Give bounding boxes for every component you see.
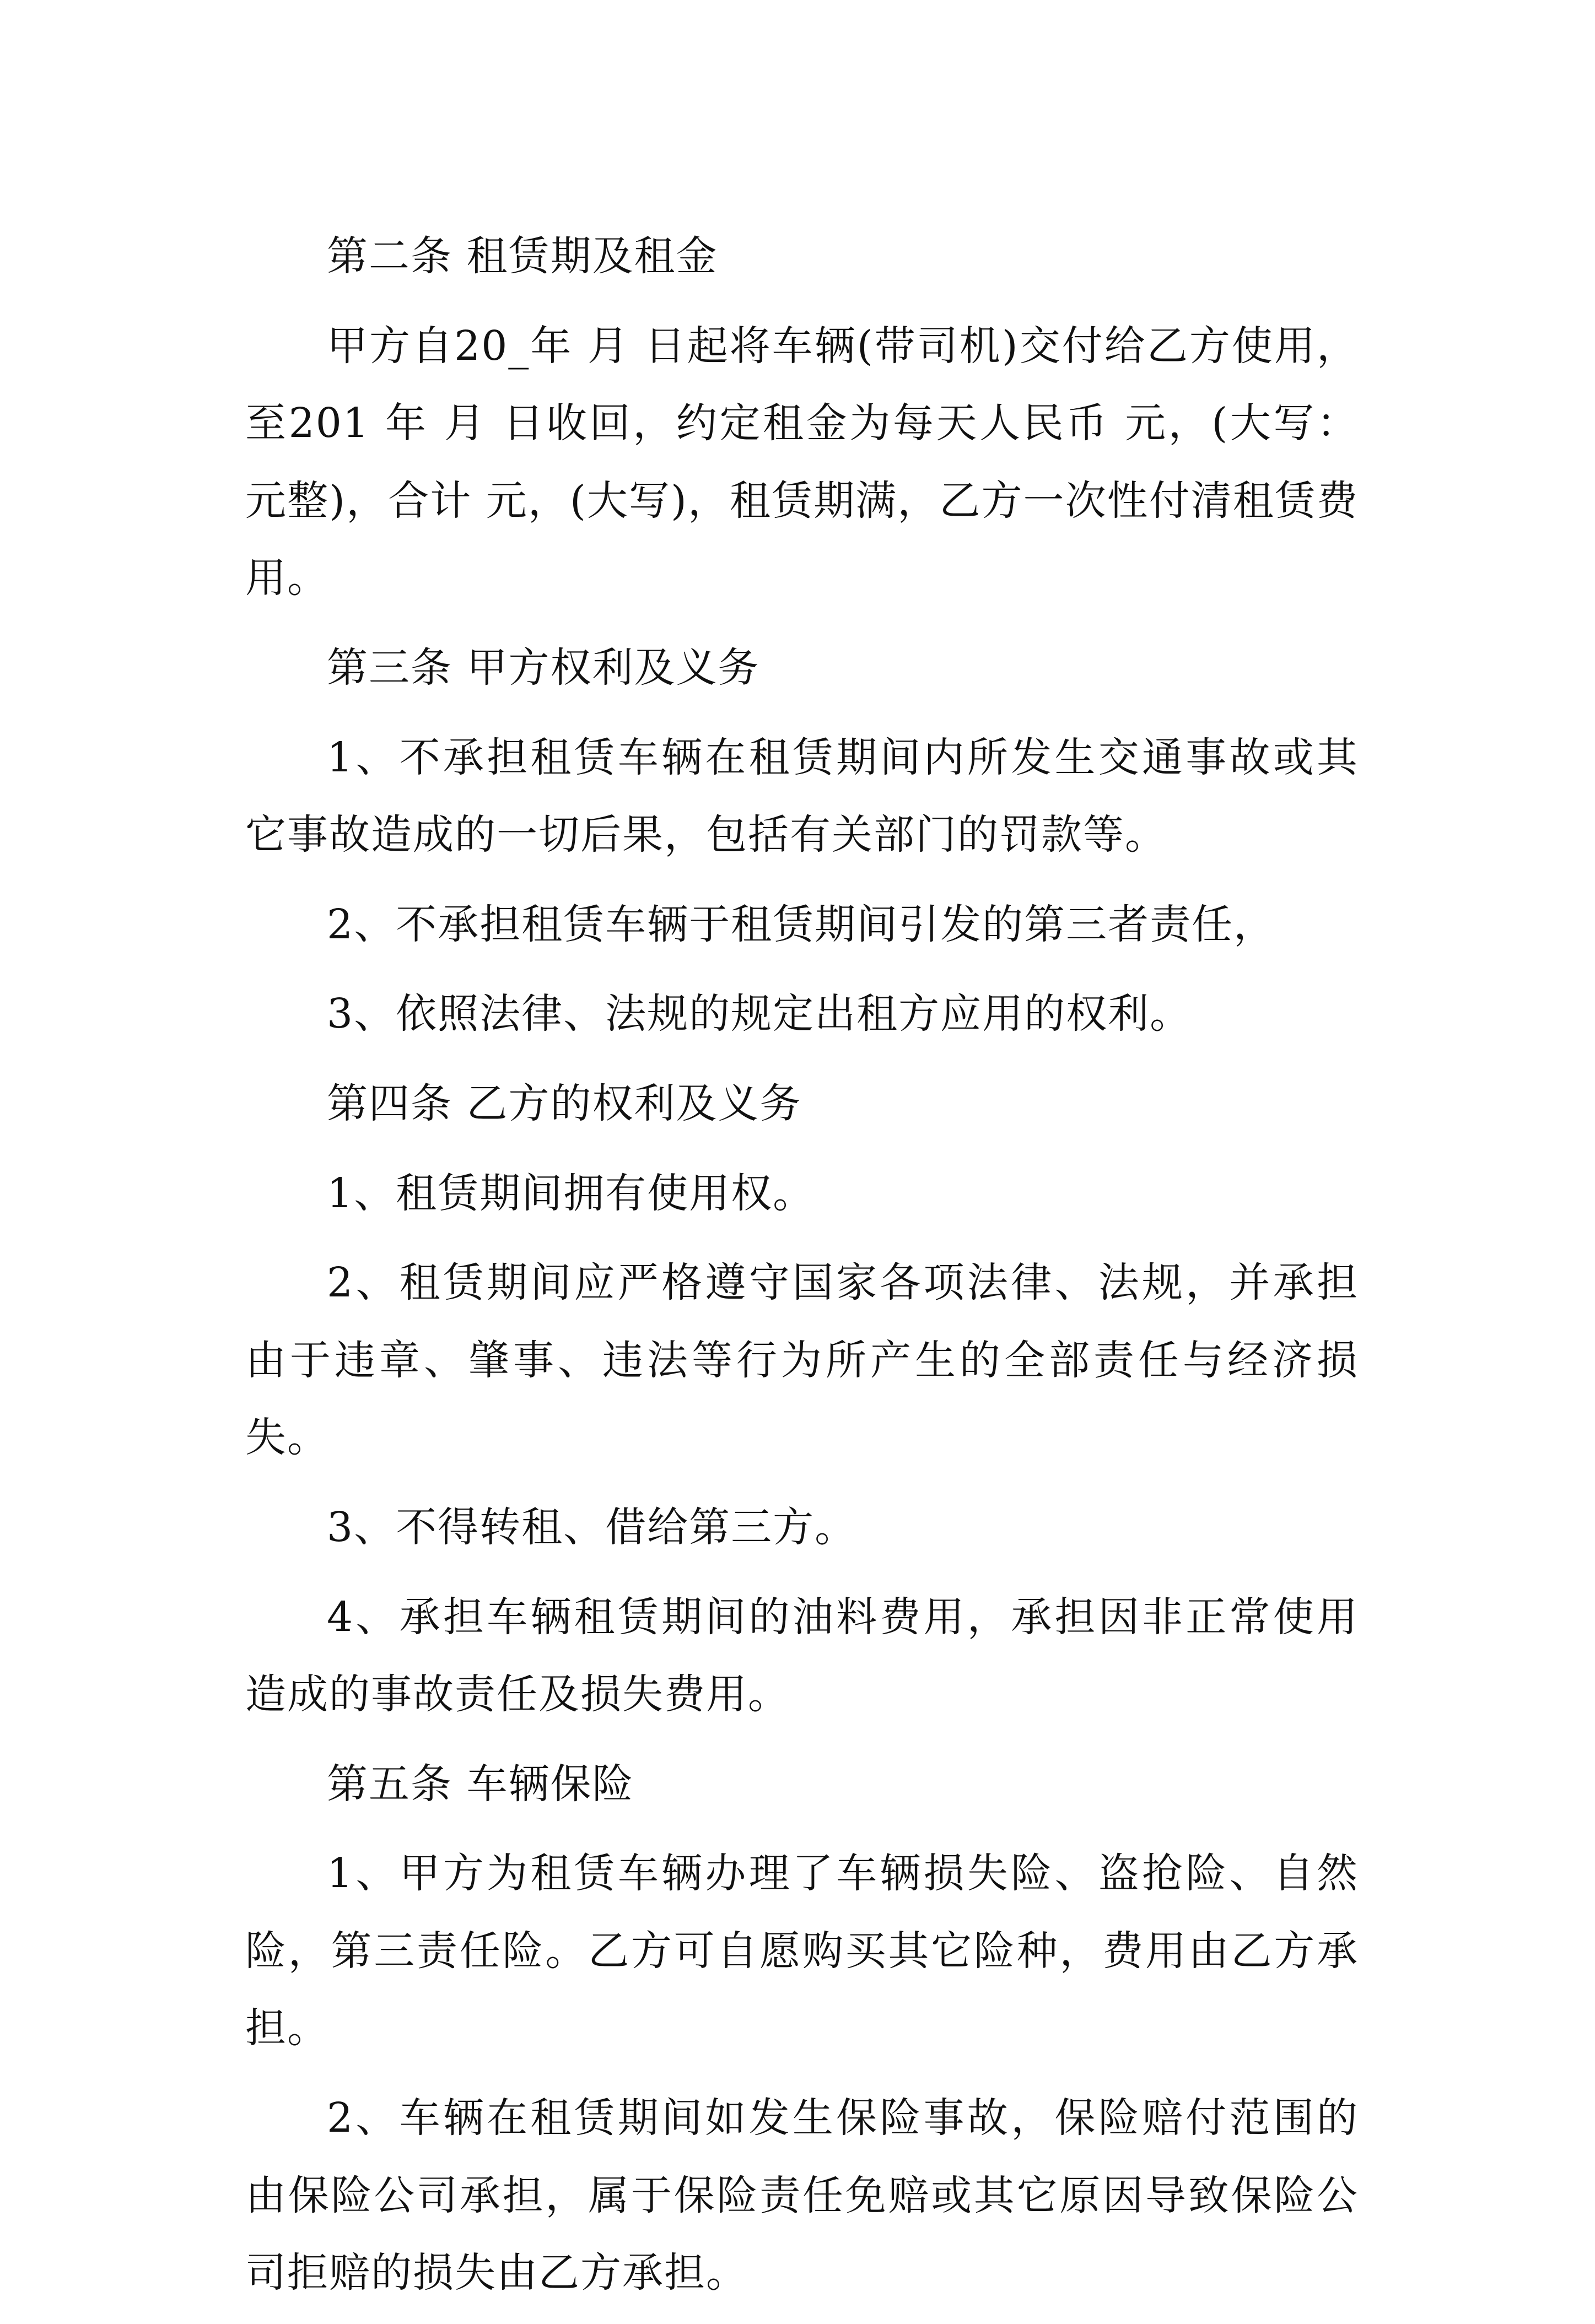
document-page xyxy=(245,218,1359,2324)
article-2-text: 甲方自20_年 月 日起将车辆(带司机)交付给乙方使用，至201 年 月 日收回，约定租金为每天人民币 元，(大写：元整)，合计 元，(大写)，租赁期满，乙方一次性付清租赁费用。 xyxy=(245,322,1359,602)
article-5-heading: 第五条 车辆保险 xyxy=(327,1760,634,1808)
article-5-item-1: 1、甲方为租赁车辆办理了车辆损失险、盗抢险、自然险，第三责任险。乙方可自愿购买其它险种，费用由乙方承担。 xyxy=(245,1850,1359,2052)
article-4-item-3: 3、不得转租、借给第三方。 xyxy=(327,1503,857,1551)
article-3-item-2: 2、不承担租赁车辆于租赁期间引发的第三者责任， xyxy=(327,900,1276,948)
article-2-heading: 第二条 租赁期及租金 xyxy=(327,233,718,280)
article-4-heading: 第四条 乙方的权利及义务 xyxy=(327,1079,802,1127)
article-3-item-3: 3、依照法律、法规的规定出租方应用的权利。 xyxy=(327,990,1192,1038)
article-4-item-4: 4、承担车辆租赁期间的油料费用，承担因非正常使用造成的事故责任及损失费用。 xyxy=(245,1593,1359,1718)
article-4-item-1: 1、租赁期间拥有使用权。 xyxy=(327,1169,815,1217)
article-3-item-1: 1、不承担租赁车辆在租赁期间内所发生交通事故或其它事故造成的一切后果，包括有关部门的罚款等。 xyxy=(245,733,1359,859)
article-5-item-2: 2、车辆在租赁期间如发生保险事故，保险赔付范围的由保险公司承担，属于保险责任免赔或其它原因导致保险公司拒赔的损失由乙方承担。 xyxy=(245,2094,1359,2297)
article-3-heading: 第三条 甲方权利及义务 xyxy=(327,644,760,691)
article-4-item-2: 2、租赁期间应严格遵守国家各项法律、法规，并承担由于违章、肇事、违法等行为所产生的全部责任与经济损失。 xyxy=(245,1259,1359,1462)
